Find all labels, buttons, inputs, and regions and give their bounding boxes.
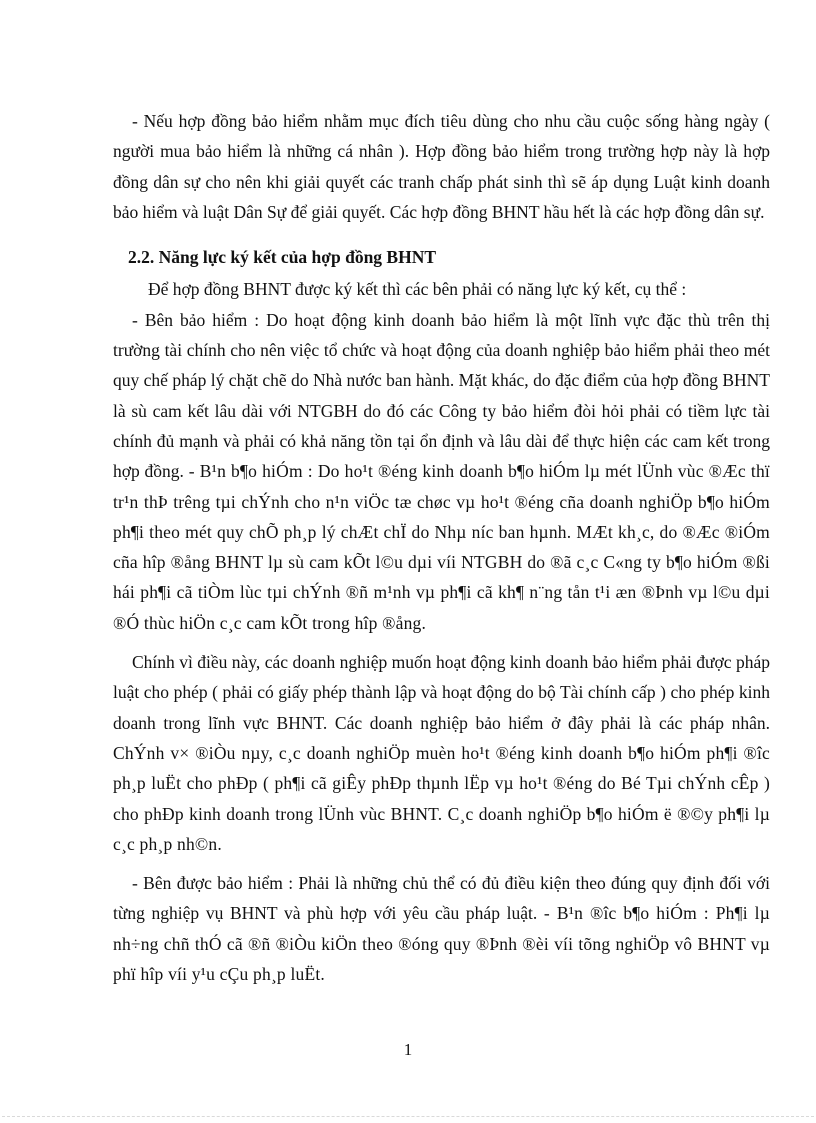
page-bottom-divider bbox=[2, 1116, 814, 1117]
section-heading: 2.2. Năng lực ký kết của hợp đồng BHNT bbox=[128, 247, 437, 268]
document-body bbox=[113, 106, 770, 989]
page-number: 1 bbox=[403, 1040, 413, 1059]
paragraph-garbled-text: - B¹n b¶o hiÓm : Do ho¹t ®éng kinh doanh b¶o hiÓm lµ mét lÜnh vùc ®Æc thï tr¹n thÞ trêng tµi chÝnh cho n¹n viÖc tæ chøc vµ ho¹t ®éng cña doanh nghiÖp b¶o hiÓm ph¶i theo mét quy chÕ ph¸p lý chÆt chÏ do Nhµ níc ban hµnh. MÆt kh¸c, do ®Æc ®iÓm cña hîp ®ång BHNT lµ sù cam kÕt l©u dµi víi NTGBH do ®ã c¸c C«ng ty b¶o hiÓm ®ßi hái ph¶i cã tiÒm lùc tµi chÝnh ®ñ m¹nh vµ ph¶i cã kh¶ n¨ng tån t¹i æn ®Þnh vµ l©u dµi ®Ó thùc hiÖn c¸c cam kÕt trong hîp ®ång. bbox=[113, 461, 770, 633]
paragraph-enterprise bbox=[113, 647, 770, 859]
paragraph-garbled-text: - B¹n ®îc b¶o hiÓm : Ph¶i lµ nh÷ng chñ thÓ cã ®ñ ®iÒu kiÖn theo ®óng quy ®Þnh ®èi víi tõng nghiÖp vô BHNT vµ phï hîp víi y¹u cÇu ph¸p luËt. bbox=[113, 903, 771, 985]
paragraph-text: - Bên bảo hiểm : Do hoạt động kinh doanh bảo hiểm là một lĩnh vực đặc thù trên thị trường tài chính cho nên việc tổ chức và hoạt động của doanh nghiệp bảo hiểm phải theo mét quy chế pháp lý chặt chẽ do Nhà nước ban hành. Mặt khác, do đặc điểm của hợp đồng BHNT là sù cam kết lâu dài với NTGBH do đó các Công ty bảo hiểm đòi hỏi phải có tiềm lực tài chính đủ mạnh và phải có khả năng tồn tại ổn định và lâu dài để thực hiện các cam kết trong hợp đồng. bbox=[113, 309, 770, 482]
paragraph-insurer bbox=[113, 305, 770, 638]
paragraph-consumer-contract bbox=[113, 106, 770, 227]
paragraph-intro: Để hợp đồng BHNT được ký kết thì các bên phải có năng lực ký kết, cụ thể : bbox=[148, 279, 687, 300]
paragraph-insured bbox=[113, 868, 770, 989]
paragraph-text: - Nếu hợp đồng bảo hiểm nhằm mục đích tiêu dùng cho nhu cầu cuộc sống hàng ngày ( người mua bảo hiểm là những cá nhân ). Hợp đồng bảo hiểm trong trường hợp này là hợp đồng dân sự cho nên khi giải quyết các tranh chấp phát sinh thì sẽ áp dụng Luật kinh doanh bảo hiểm và luật Dân Sự để giải quyết. Các hợp đồng BHNT hầu hết là các hợp đồng dân sự. bbox=[113, 111, 770, 222]
paragraph-text: - Bên được bảo hiểm : Phải là những chủ thể có đủ điều kiện theo đúng quy định đối với từng nghiệp vụ BHNT và phù hợp với yêu cầu pháp luật. bbox=[113, 873, 770, 924]
paragraph-text: Chính vì điều này, các doanh nghiệp muốn hoạt động kinh doanh bảo hiểm phải được pháp luật cho phép ( phải có giấy phép thành lập và hoạt động do bộ Tài chính cấp ) cho phép kinh doanh trong lĩnh vực BHNT. Các doanh nghiệp bảo hiểm ở đây phải là các pháp nhân. bbox=[113, 652, 770, 733]
paragraph-garbled-text: ChÝnh v× ®iÒu nµy, c¸c doanh nghiÖp muèn ho¹t ®éng kinh doanh b¶o hiÓm ph¶i ®îc ph¸p luËt cho phÐp ( ph¶i cã giÊy phÐp thµnh lËp vµ ho¹t ®éng do Bé Tµi chÝnh cÊp ) cho phÐp kinh doanh trong lÜnh vùc BHNT. C¸c doanh nghiÖp b¶o hiÓm ë ®©y ph¶i lµ c¸c ph¸p nh©n. bbox=[113, 742, 770, 854]
